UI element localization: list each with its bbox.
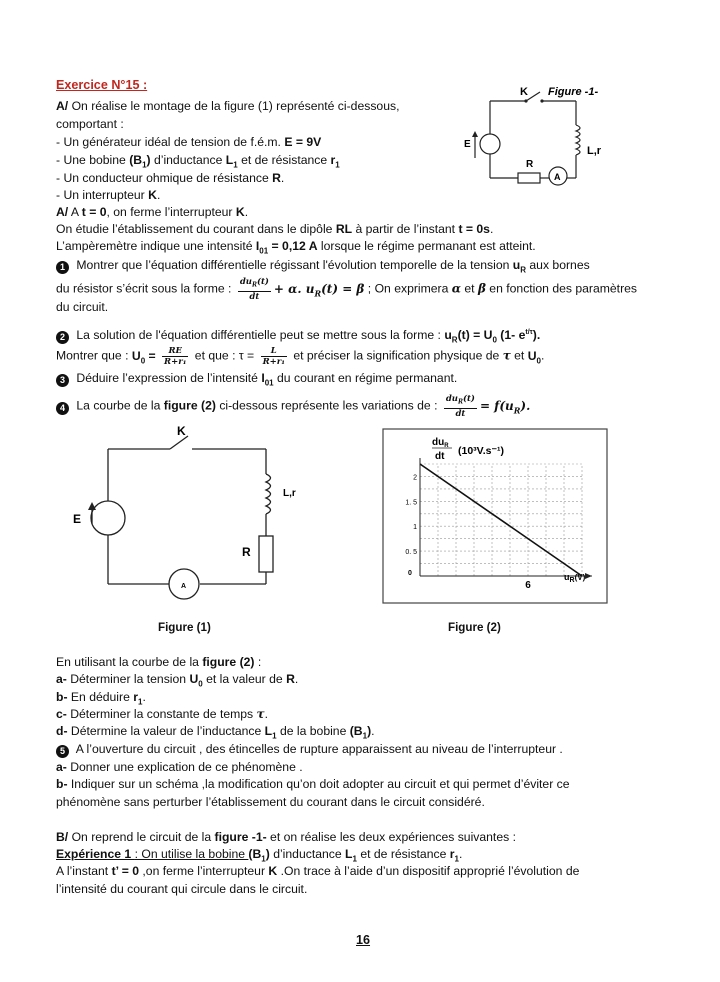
top-e-label: E <box>464 139 471 150</box>
question-2-line-2: Montrer que : $U_0$ = $\frac{RE}{\text{R+r₁}}$ et que : τ = $\frac{L}{\text{R+r₁}}$ et préciser la signification physique de τ et $U_0$. <box>56 346 545 367</box>
question-5a: a- Donner une explication de ce phénomène . <box>56 760 303 774</box>
question-c: c- Déterminer la constante de temps τ. <box>56 707 268 721</box>
chart-ylabel-num: $du_R$ <box>432 437 449 449</box>
question-5b: b- Indiquer sur un schéma ,la modification qu’on doit adopter au circuit et qui permet d’éviter ce <box>56 777 570 791</box>
y-tick-label: 2 <box>413 474 417 482</box>
figure-1-circuit <box>70 422 310 608</box>
fig1-e-label: E <box>73 512 82 526</box>
question-d: d- Détermine la valeur de l’inductance $L_1$ de la bobine $(B_1)$. <box>56 724 375 741</box>
y-tick-label: 1 <box>413 524 417 532</box>
curve-intro: En utilisant la courbe de la figure (2) : <box>56 655 262 669</box>
top-k-label: K <box>520 86 528 98</box>
closing-line: A/ A t = 0, on ferme l’interrupteur K. <box>56 205 249 219</box>
experience-1-line-2: A l’instant t’ = 0 ,on ferme l’interrupteur K .On trace à l’aide d’un dispositif approprié l’évolution de <box>56 864 580 878</box>
page-number: 16 <box>356 933 371 947</box>
exercise-title: Exercice N°15 : <box>56 78 148 92</box>
top-a-label: A <box>554 172 561 182</box>
intro-line-2: comportant : <box>56 117 124 131</box>
study-line: On étudie l’établissement du courant dans le dipôle RL à partir de l’instant t = 0s. <box>56 222 494 236</box>
question-2-line-1: 2 La solution de l'équation différentielle peut se mettre sous la forme : $u_R(t) = U_0$ (1- $e^{t/\tau}$). <box>56 325 540 348</box>
component-switch: - Un interrupteur K. <box>56 188 161 202</box>
figure-2-chart <box>382 428 608 604</box>
question-1-line-2: du résistor s’écrit sous la forme : $\frac{du_R(t)}{dt}$ + α. $u_R(t) = \beta$ ; On exprimera α et β en fonction des paramètres <box>56 277 637 302</box>
intro-line-1: A/ On réalise le montage de la figure (1) représenté ci-dessous, <box>56 99 400 113</box>
y-tick-label: 1. 5 <box>405 499 417 507</box>
component-resistor: - Un conducteur ohmique de résistance R. <box>56 171 285 185</box>
experience-1-line-3: l’intensité du courant qui circule dans le circuit. <box>56 882 308 896</box>
component-coil: - Une bobine $(B_1)$ d’inductance $L_1$ et de résistance $r_1$ <box>56 153 340 170</box>
experience-1: Expérience 1 : On utilise la bobine $(B_1)$ d’inductance $L_1$ et de résistance $r_1$. <box>56 847 463 864</box>
component-generator: - Un générateur idéal de tension de f.é.m. E = 9V <box>56 135 322 149</box>
question-5: 5 A l’ouverture du circuit , des étincelles de rupture apparaissent au niveau de l’interrupteur . <box>56 742 563 758</box>
fig1-a-label: A <box>181 583 187 590</box>
top-r-label: R <box>526 159 534 170</box>
figure-2-caption: Figure (2) <box>448 621 501 634</box>
chart-ylabel-unit: (10³V.s⁻¹) <box>458 445 505 457</box>
fig1-r-label: R <box>242 545 251 559</box>
x-tick-label: 0 <box>408 570 412 577</box>
question-4: 4 La courbe de la figure (2) ci-dessous représente les variations de : $\frac{du_R(t)}{dt}$ = $f(u_R)$. <box>56 394 530 419</box>
part-b-intro: B/ On reprend le circuit de la figure -1- et on réalise les deux expériences suivantes : <box>56 830 516 844</box>
top-figure-title: Figure -1- <box>548 86 599 98</box>
figure-1-caption: Figure (1) <box>158 621 211 634</box>
question-b: b- En déduire $r_1$. <box>56 690 146 707</box>
question-3: 3 Déduire l’expression de l’intensité $I_{01}$ du courant en régime permanant. <box>56 371 457 390</box>
question-1-line-3: du circuit. <box>56 300 109 314</box>
x-tick-label: 6 <box>525 580 531 591</box>
chart-ylabel-den: dt <box>435 451 445 462</box>
fig1-lr-label: L,r <box>283 488 296 499</box>
top-lr-label: L,r <box>587 145 602 157</box>
ammeter-line: L’ampèremètre indique une intensité $I_{01} = 0,12$ A lorsque le régime permanant est atteint. <box>56 239 536 256</box>
chart-xlabel: $u_R(V)$ <box>564 572 586 584</box>
question-5b-cont: phénomène sans perturber l’établissement du courant dans le circuit considéré. <box>56 795 485 809</box>
y-tick-label: 0. 5 <box>405 549 417 557</box>
figure-top-circuit <box>456 80 616 192</box>
question-a: a- Déterminer la tension $U_0$ et la valeur de R. <box>56 672 299 689</box>
question-1-line-1: 1 Montrer que l’équation différentielle régissant l'évolution temporelle de la tension $u_R$ aux bornes <box>56 258 590 277</box>
diff-fraction: $\frac{du_R(t)}{dt}$ <box>239 277 269 302</box>
fig1-k-label: K <box>177 424 186 438</box>
